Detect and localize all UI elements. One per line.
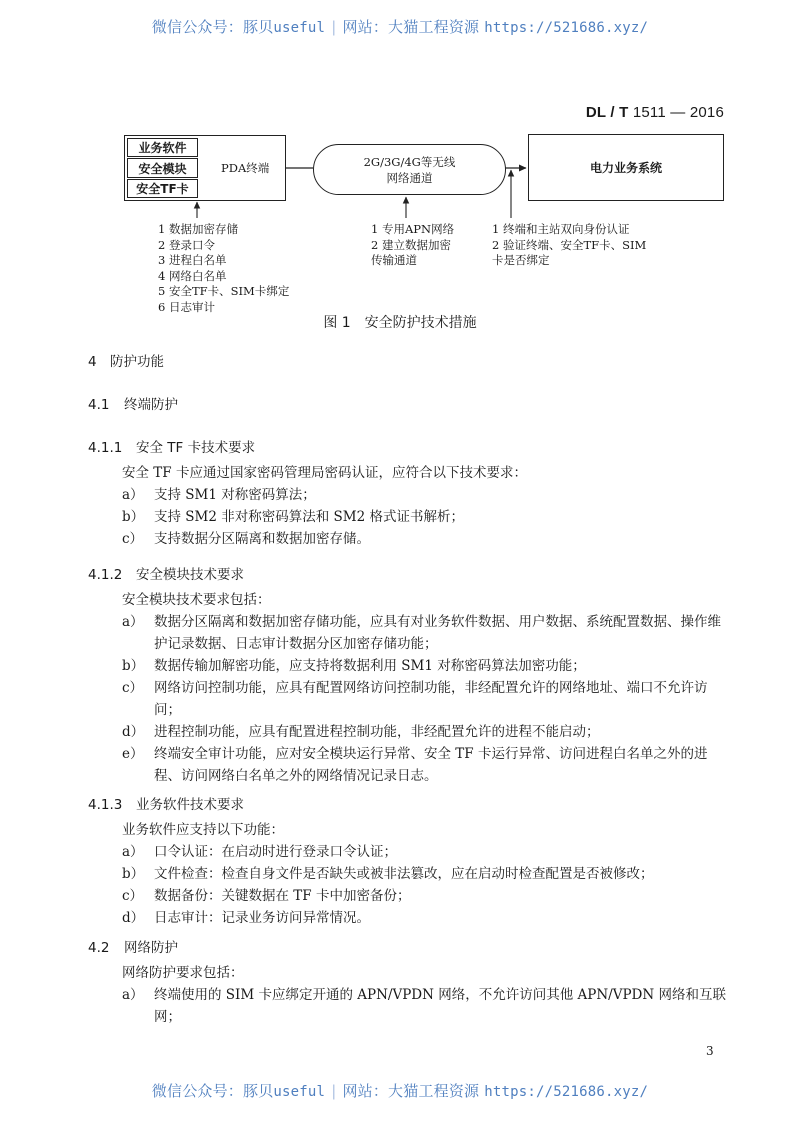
list-marker: b） [122, 866, 145, 882]
list-item [122, 655, 732, 677]
watermark-wechat-label: 微信公众号：豚贝 [151, 18, 274, 36]
list-item [122, 506, 732, 528]
system-note: 卡是否绑定 [492, 253, 550, 267]
standard-number: 1511 — 2016 [632, 104, 724, 121]
list-item [122, 484, 732, 506]
list-text: 口令认证：在启动时进行登录口令认证； [154, 844, 397, 860]
terminal-note: 5 安全TF卡、SIM卡绑定 [158, 284, 290, 298]
system-label: 电力业务系统 [589, 161, 662, 175]
power-business-system-box [528, 134, 724, 201]
section-title: 网络防护 [124, 940, 178, 956]
section-title: 安全模块技术要求 [136, 567, 244, 583]
section-4-1-3-intro: 业务软件应支持以下功能： [122, 822, 284, 838]
list-text: 终端使用的 SIM 卡应绑定开通的 APN/VPDN 网络，不允许访问其他 APN/VPDN 网络和互联网； [154, 987, 726, 1025]
section-number: 4.2 [88, 940, 110, 956]
terminal-note: 4 网络白名单 [158, 268, 227, 283]
section-title: 终端防护 [124, 397, 178, 413]
list-marker: c） [122, 680, 144, 696]
list-text: 支持数据分区隔离和数据加密存储。 [154, 531, 370, 547]
figure-caption [0, 312, 800, 332]
watermark-bottom [0, 1080, 800, 1101]
list-marker: a） [122, 487, 144, 503]
list-marker: d） [122, 724, 145, 740]
watermark-site-url[interactable]: https://521686.xyz/ [484, 20, 649, 36]
list-text: 支持 SM2 非对称密码算法和 SM2 格式证书解析； [154, 509, 464, 525]
system-note: 1 终端和主站双向身份认证 [492, 222, 630, 236]
terminal-note: 3 进程白名单 [158, 253, 227, 267]
list-text: 网络访问控制功能，应具有配置网络访问控制功能，非经配置允许的网络地址、端口不允许访问； [154, 680, 708, 718]
list-item [122, 611, 732, 655]
section-4-1-heading [88, 393, 178, 413]
list-item [122, 677, 732, 721]
list-text: 数据传输加解密功能，应支持将数据利用 SM1 对称密码算法加密功能； [154, 658, 586, 674]
module-security-module: 安全模块 [127, 158, 198, 178]
channel-label-line1: 2G/3G/4G等无线 [363, 154, 456, 169]
section-number: 4 [88, 354, 97, 370]
list-item [122, 528, 732, 550]
list-marker: b） [122, 509, 145, 525]
watermark-separator: | [331, 18, 337, 36]
list-text: 支持 SM1 对称密码算法； [154, 487, 316, 503]
channel-note: 传输通道 [371, 253, 417, 267]
channel-notes [371, 222, 454, 269]
list-marker: e） [122, 746, 144, 762]
section-title: 业务软件技术要求 [136, 797, 244, 813]
list-marker: b） [122, 658, 145, 674]
list-text: 进程控制功能，应具有配置进程控制功能，非经配置允许的进程不能启动； [154, 724, 600, 740]
watermark-wechat-name: useful [273, 20, 326, 36]
list-marker: a） [122, 987, 144, 1003]
watermark-wechat-name: useful [273, 1084, 326, 1100]
watermark-separator: | [331, 1082, 337, 1100]
list-item [122, 907, 732, 929]
watermark-site-label: 网站：大猫工程资源 [342, 18, 480, 36]
channel-note: 1 专用APN网络 [371, 222, 455, 236]
list-item [122, 885, 732, 907]
terminal-note: 2 登录口令 [158, 237, 215, 252]
watermark-site-url[interactable]: https://521686.xyz/ [484, 1084, 649, 1100]
terminal-notes [158, 222, 289, 315]
list-marker: d） [122, 910, 145, 926]
pda-label: PDA终端 [221, 161, 270, 175]
section-title: 防护功能 [110, 354, 164, 370]
section-4-1-1-heading [88, 436, 255, 456]
list-item [122, 841, 732, 863]
section-title: 安全 TF 卡技术要求 [136, 440, 256, 456]
figure-number: 图 1 [323, 315, 351, 331]
section-4-1-3-heading [88, 793, 244, 813]
channel-note: 2 建立数据加密 [371, 237, 451, 252]
terminal-note: 6 日志审计 [158, 299, 215, 314]
section-4-2-heading [88, 936, 178, 956]
section-4-1-2-intro: 安全模块技术要求包括： [122, 592, 271, 608]
diagram-connectors [0, 0, 800, 240]
list-text: 数据分区隔离和数据加密存储功能，应具有对业务软件数据、用户数据、系统配置数据、操作维护记录数据、日志审计数据分区加密存储功能； [154, 614, 721, 652]
list-text: 数据备份：关键数据在 TF 卡中加密备份； [154, 888, 411, 904]
watermark-wechat-label: 微信公众号：豚贝 [151, 1082, 274, 1100]
section-number: 4.1.3 [88, 797, 123, 813]
section-4-heading [88, 350, 164, 370]
module-business-software: 业务软件 [127, 138, 198, 157]
watermark-site-label: 网站：大猫工程资源 [342, 1082, 480, 1100]
section-number: 4.1 [88, 397, 110, 413]
list-marker: a） [122, 844, 144, 860]
figure-title: 安全防护技术措施 [364, 315, 477, 331]
wireless-channel-pill [313, 144, 506, 195]
list-item [122, 743, 732, 787]
section-4-1-2-heading [88, 563, 244, 583]
section-4-2-intro: 网络防护要求包括： [122, 965, 244, 981]
page-number: 3 [706, 1044, 714, 1058]
list-text: 文件检查：检查自身文件是否缺失或被非法篡改，应在启动时检查配置是否被修改； [154, 866, 654, 882]
list-marker: c） [122, 531, 144, 547]
list-marker: a） [122, 614, 144, 630]
section-number: 4.1.1 [88, 440, 123, 456]
list-item [122, 721, 732, 743]
system-note: 2 验证终端、安全TF卡、SIM [492, 237, 647, 252]
terminal-note: 1 数据加密存储 [158, 222, 238, 236]
system-notes [492, 222, 646, 269]
list-text: 终端安全审计功能，应对安全模块运行异常、安全 TF 卡运行异常、访问进程白名单之外的进程、访问网络白名单之外的网络情况记录日志。 [154, 746, 708, 784]
list-text: 日志审计：记录业务访问异常情况。 [154, 910, 370, 926]
list-item [122, 984, 732, 1028]
section-4-1-1-intro: 安全 TF 卡应通过国家密码管理局密码认证，应符合以下技术要求： [122, 465, 527, 481]
pda-terminal-box [124, 135, 286, 201]
section-number: 4.1.2 [88, 567, 123, 583]
channel-label-line2: 网络通道 [386, 170, 433, 185]
list-item [122, 863, 732, 885]
list-marker: c） [122, 888, 144, 904]
module-security-tf-card: 安全TF卡 [127, 179, 198, 198]
standard-prefix: DL / T [585, 104, 629, 121]
